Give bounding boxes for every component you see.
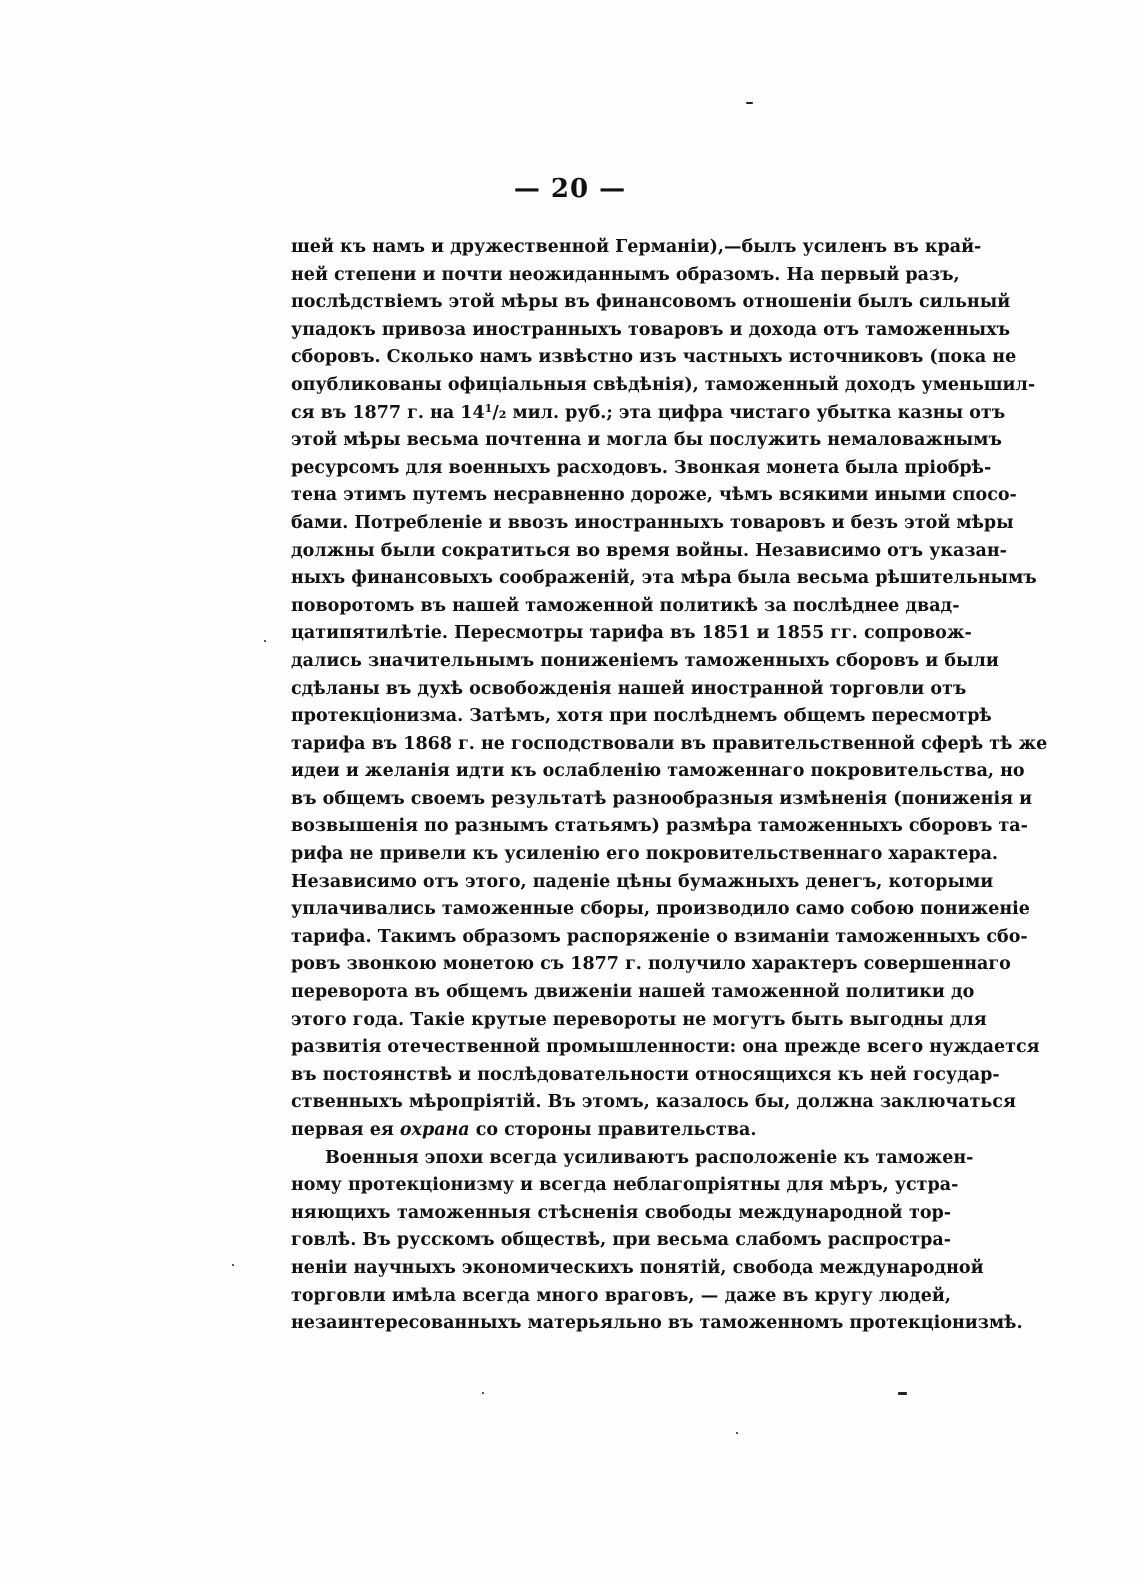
text-line: шей къ намъ и дружественной Германіи),—былъ усиленъ въ край- <box>291 237 982 257</box>
text-segment: со стороны правительства. <box>469 1120 757 1140</box>
scan-speck <box>482 1392 484 1394</box>
text-line: этого года. Такіе крутые перевороты не могутъ быть выгодны для <box>291 1009 987 1030</box>
text-line <box>291 400 1006 428</box>
text-line: тена этимъ путемъ несравненно дороже, чѣмъ всякими иными спосо- <box>291 485 1017 506</box>
text-line: рифа не привели къ усиленію его покровительственнаго характера. <box>291 844 999 865</box>
text-line: въ общемъ своемъ результатѣ разнообразныя измѣненія (пониженія и <box>291 788 1033 809</box>
italic-word: охрана <box>399 1120 470 1140</box>
text-line: сборовъ. Сколько намъ извѣстно изъ частныхъ источниковъ (пока не <box>291 347 1017 368</box>
text-line: развитія отечественной промышленности: она прежде всего нуждается <box>291 1037 1040 1058</box>
text-line: говлѣ. Въ русскомъ обществѣ, при весьма слабомъ распростра- <box>291 1230 951 1251</box>
text-line: бами. Потребленіе и ввозъ иностранныхъ товаровъ и безъ этой мѣры <box>291 512 1014 533</box>
text-segment: ся въ 1877 г. на 14 <box>291 402 485 423</box>
text-line: должны были сократиться во время войны. Независимо отъ указан- <box>291 540 1007 561</box>
text-line: ныхъ финансовыхъ соображеній, эта мѣра была весьма рѣшительнымъ <box>291 568 1037 589</box>
text-line: въ постоянствѣ и послѣдовательности относящихся къ ней государ- <box>291 1064 1000 1085</box>
text-line: дались значительнымъ пониженіемъ таможенныхъ сборовъ и были <box>291 650 999 671</box>
scan-speck <box>232 1264 234 1266</box>
text-line: торговли имѣла всегда много враговъ, — даже въ кругу людей, <box>291 1285 951 1306</box>
text-line: няющихъ таможенныя стѣсненія свободы международной тор- <box>291 1202 951 1223</box>
text-line: упадокъ привоза иностранныхъ товаровъ и дохода отъ таможенныхъ <box>291 319 1011 340</box>
superscript: 1 <box>484 401 493 415</box>
text-line: ресурсомъ для военныхъ расходовъ. Звонкая монета была пріобрѣ- <box>291 457 992 478</box>
text-line: Независимо отъ этого, паденіе цѣны бумажныхъ денегъ, которыми <box>291 871 994 892</box>
text-segment: /₂ мил. руб.; эта цифра чистаго убытка казны отъ <box>492 402 1006 423</box>
page-number: — 20 — <box>513 174 627 204</box>
text-line: переворота въ общемъ движеніи нашей таможенной политики до <box>291 982 975 1003</box>
scan-speck <box>898 1392 907 1395</box>
text-line: Военныя эпохи всегда усиливаютъ расположеніе къ таможен- <box>325 1147 974 1168</box>
text-line: неніи научныхъ экономическихъ понятій, свобода международной <box>291 1257 984 1278</box>
text-line: опубликованы офиціальныя свѣдѣнія), таможенный доходъ уменьшил- <box>291 374 1036 395</box>
text-line: тарифа. Такимъ образомъ распоряженіе о взиманіи таможенныхъ сбо- <box>291 926 1028 947</box>
text-line: возвышенія по разнымъ статьямъ) размѣра таможенныхъ сборовъ та- <box>291 816 1028 837</box>
scan-speck <box>746 102 753 104</box>
text-line: сдѣланы въ духѣ освобожденія нашей иностранной торговли отъ <box>291 678 967 699</box>
text-line: тарифа въ 1868 г. не господствовали въ правительственной сферѣ тѣ же <box>291 733 1048 754</box>
scan-speck <box>264 640 266 642</box>
text-line: ней степени и почти неожиданнымъ образомъ. На первый разъ, <box>291 264 960 285</box>
text-line: поворотомъ въ нашей таможенной политикѣ за послѣднее двад- <box>291 595 960 616</box>
text-line: ровъ звонкою монетою съ 1877 г. получило характеръ совершеннаго <box>291 954 1011 975</box>
text-line: этой мѣры весьма почтенна и могла бы послужить немаловажнымъ <box>291 430 1002 451</box>
text-line: уплачивались таможенные сборы, производило само собою пониженіе <box>291 899 1030 920</box>
text-line: ственныхъ мѣропріятій. Въ этомъ, казалось бы, должна заключаться <box>291 1092 1016 1113</box>
scan-speck <box>736 1432 738 1434</box>
text-line: протекціонизма. Затѣмъ, хотя при послѣднемъ общемъ пересмотрѣ <box>291 706 992 727</box>
body-text <box>291 234 1048 1338</box>
text-line: незаинтересованныхъ матерьяльно въ таможенномъ протекціонизмѣ. <box>291 1313 1023 1334</box>
text-line: идеи и желанія идти къ ослабленію таможеннаго покровительства, но <box>291 761 1025 782</box>
text-line <box>291 1117 951 1145</box>
text-line: послѣдствіемъ этой мѣры въ финансовомъ отношеніи былъ сильный <box>291 292 1011 313</box>
text-line: цатипятилѣтіе. Пересмотры тарифа въ 1851 и 1855 гг. сопровож- <box>291 623 972 644</box>
text-line: ному протекціонизму и всегда неблагопріятны для мѣръ, устра- <box>291 1175 959 1196</box>
text-segment: первая ея <box>291 1120 400 1140</box>
